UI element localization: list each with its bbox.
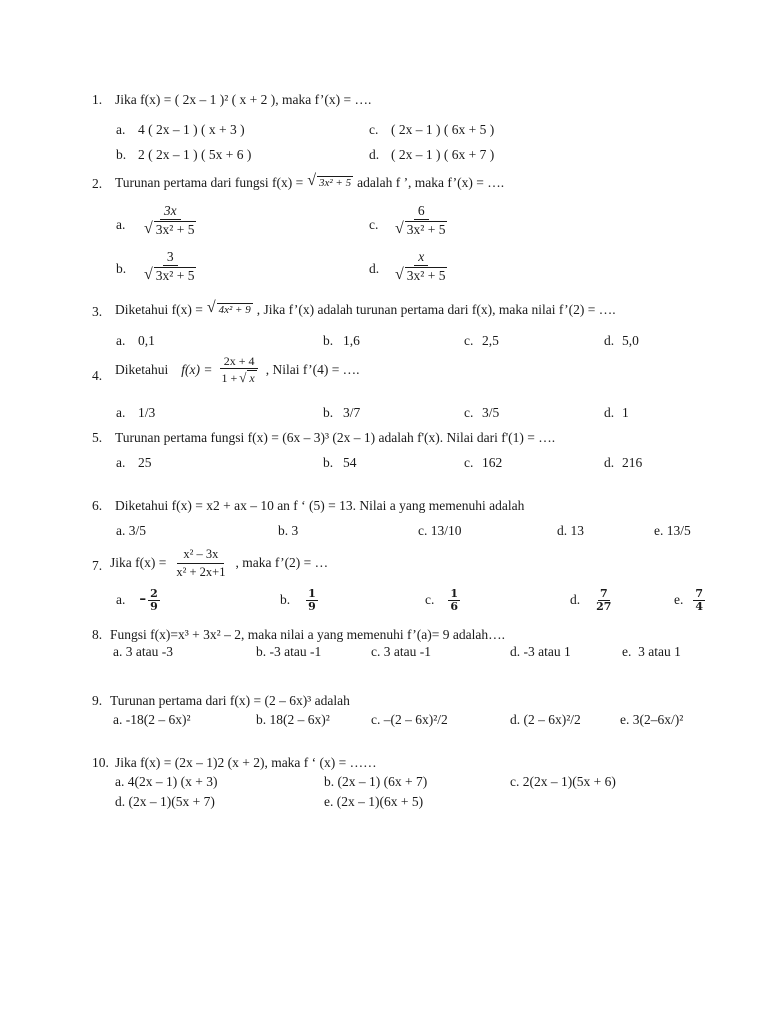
q3-stem-post: , Jika f’(x) adalah turunan pertama dari f(x), maka nilai f’(2) = …. [256,301,616,317]
question-6-number: 6. [92,498,103,513]
q7-e-letter: e. [674,592,684,608]
q7-d-num: 7 [599,587,608,600]
question-2-number: 2. [92,176,103,191]
question-9-stem: Turunan pertama dari f(x) = (2 – 6x)³ adalah [110,693,350,708]
q5-option-d-letter: d. [604,455,615,470]
q4-option-d-letter: d. [604,405,615,420]
q7-stem-fraction [170,548,231,578]
q4-stem-pre: Diketahui [115,361,169,377]
q7-d-den: 27 [596,599,612,613]
q9-option-d: d. (2 – 6x)²/2 [510,712,581,727]
q2-c-denominator: 3x² + 5 [406,222,446,237]
q7-stem-post: , maka f’(2) = … [235,555,329,571]
q7-b-num: 1 [308,587,316,600]
q2-stem-radicand: 3x² + 5 [318,177,352,189]
q7-a-num: 2 [150,587,158,600]
question-7-number: 7. [92,558,103,573]
q7-stem-pre: Jika f(x) = [110,555,167,571]
q2-d-denominator: 3x² + 5 [406,268,446,283]
q8-option-b: b. -3 atau -1 [256,644,322,659]
q6-option-c: c. 13/10 [418,523,462,538]
question-10-stem: Jika f(x) = (2x – 1)2 (x + 2), maka f ‘ (x) = …… [115,755,377,770]
q8-option-e: e. 3 atau 1 [622,644,681,659]
q8-option-a: a. 3 atau -3 [113,644,173,659]
q7-option-e [674,588,705,612]
q1-option-d: ( 2x – 1 ) ( 6x + 7 ) [391,147,495,162]
q7-a-sign: – [139,591,147,608]
q4-numerator: 2x + 4 [220,355,259,369]
q2-option-a-fraction: 3x √ 3x² + 5 [144,203,195,237]
q4-option-a-letter: a. [116,405,126,420]
q2-option-c-letter: c. [369,217,379,232]
q4-option-b: 3/7 [343,405,361,420]
q2-stem-radical: √ 3x² + 5 [307,172,352,189]
q7-denominator: x² + 2x+1 [176,564,226,579]
q9-option-c: c. –(2 – 6x)²/2 [371,712,448,727]
q7-b-letter: b. [280,592,291,608]
q1-option-c: ( 2x – 1 ) ( 6x + 5 ) [391,122,495,137]
q8-option-d: d. -3 atau 1 [510,644,571,659]
q3-stem-radicand: 4x² + 9 [218,304,251,316]
q7-c-num: 1 [450,587,459,600]
q2-stem-post: adalah f ’, maka f’(x) = …. [357,174,505,190]
q5-option-a: 25 [138,455,152,470]
q2-option-a-letter: a. [116,217,126,232]
q3-option-d: 5,0 [622,333,639,348]
q7-a-den: 9 [150,599,158,613]
q3-option-a: 0,1 [138,333,155,348]
q10-option-a: a. 4(2x – 1) (x + 3) [115,774,218,789]
q7-option-d [570,588,613,612]
q7-e-num: 7 [695,587,704,600]
question-1-stem: Jika f(x) = ( 2x – 1 )² ( x + 2 ), maka f’(x) = …. [115,92,372,107]
q9-option-e: e. 3(2–6x/)² [620,712,684,727]
q4-stem-post: , Nilai f’(4) = …. [265,361,360,377]
q2-option-b-fraction: 3 √ 3x² + 5 [144,249,195,283]
q2-stem-pre: Turunan pertama dari fungsi f(x) = [115,174,304,190]
question-5-number: 5. [92,430,103,445]
q1-option-d-letter: d. [369,147,380,162]
q5-option-d: 216 [622,455,643,470]
q4-option-c-letter: c. [464,405,474,420]
q8-option-c: c. 3 atau -1 [371,644,431,659]
q3-stem-radical: √ 4x² + 9 [206,299,251,316]
q7-option-c [425,588,460,612]
q4-denominator-radicand: x [249,371,255,385]
q2-d-numerator: x [414,250,428,266]
q5-option-b-letter: b. [323,455,334,470]
q4-stem-func: f(x) = [181,361,213,377]
q6-option-e: e. 13/5 [654,523,691,538]
q2-option-d-fraction: x √ 3x² + 5 [395,249,446,283]
q9-option-b: b. 18(2 – 6x)² [256,712,330,727]
q7-b-den: 9 [308,599,316,613]
q2-a-denominator: 3x² + 5 [155,222,195,237]
q10-option-b: b. (2x – 1) (6x + 7) [324,774,428,789]
q7-c-letter: c. [425,592,435,608]
q1-option-b: 2 ( 2x – 1 ) ( 5x + 6 ) [138,147,252,162]
q7-d-letter: d. [570,592,581,608]
question-3-number: 3. [92,304,103,319]
q3-option-c: 2,5 [482,333,499,348]
q5-option-c: 162 [482,455,503,470]
q7-option-b [280,588,318,612]
question-4-stem [115,355,360,384]
q2-option-d-letter: d. [369,261,380,276]
q2-c-numerator: 6 [414,204,429,220]
q7-option-a [116,588,160,612]
q2-b-numerator: 3 [163,250,178,266]
q5-option-c-letter: c. [464,455,474,470]
question-3-stem [115,300,616,316]
q1-option-c-letter: c. [369,122,379,137]
q6-option-b: b. 3 [278,523,299,538]
question-2-stem [115,173,504,189]
q7-numerator: x² – 3x [177,548,224,564]
q2-option-b-letter: b. [116,261,127,276]
q3-stem-pre: Diketahui f(x) = [115,301,203,317]
question-8-number: 8. [92,627,103,642]
q5-option-a-letter: a. [116,455,126,470]
q2-b-denominator: 3x² + 5 [155,268,195,283]
q3-option-d-letter: d. [604,333,615,348]
q1-option-a: 4 ( 2x – 1 ) ( x + 3 ) [138,122,245,137]
q6-option-d: d. 13 [557,523,584,538]
q5-option-b: 54 [343,455,357,470]
question-4-number: 4. [92,368,103,383]
q2-option-c-fraction: 6 √ 3x² + 5 [395,203,446,237]
question-5-stem: Turunan pertama fungsi f(x) = (6x – 3)³ (2x – 1) adalah f'(x). Nilai dari f'(1) = …. [115,430,556,445]
q1-option-a-letter: a. [116,122,126,137]
q10-option-c: c. 2(2x – 1)(5x + 6) [510,774,616,789]
question-7-stem [110,548,328,578]
q4-option-a: 1/3 [138,405,156,420]
q3-option-c-letter: c. [464,333,474,348]
q4-option-b-letter: b. [323,405,334,420]
q7-e-den: 4 [695,599,704,613]
q7-a-letter: a. [116,592,126,608]
q2-a-numerator: 3x [160,204,181,220]
question-6-stem: Diketahui f(x) = x2 + ax – 10 an f ‘ (5) = 13. Nilai a yang memenuhi adalah [115,498,525,513]
q4-option-c: 3/5 [482,405,500,420]
q6-option-a: a. 3/5 [116,523,147,538]
q10-option-d: d. (2x – 1)(5x + 7) [115,794,215,809]
q3-option-b: 1,6 [343,333,360,348]
question-1-number: 1. [92,92,103,107]
q3-option-a-letter: a. [116,333,126,348]
question-10-number: 10. [92,755,109,770]
question-8-stem: Fungsi f(x)=x³ + 3x² – 2, maka nilai a yang memenuhi f’(a)= 9 adalah…. [110,627,505,642]
question-9-number: 9. [92,693,103,708]
q4-option-d: 1 [622,405,629,420]
q9-option-a: a. -18(2 – 6x)² [113,712,191,727]
q10-option-e: e. (2x – 1)(6x + 5) [324,794,424,809]
q4-stem-fraction: 2x + 4 1 + √ x [217,355,260,384]
q4-denominator-pre: 1 + [221,371,238,385]
q1-option-b-letter: b. [116,147,127,162]
q3-option-b-letter: b. [323,333,334,348]
q7-c-den: 6 [450,599,459,613]
